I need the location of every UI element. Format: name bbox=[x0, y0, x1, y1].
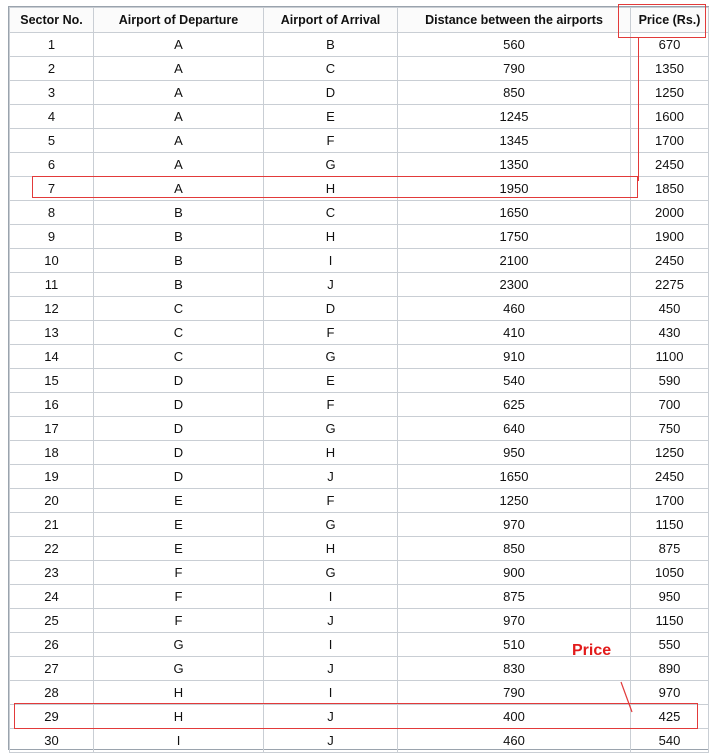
cell-sector-no: 7 bbox=[10, 177, 94, 201]
cell-arrival: J bbox=[264, 729, 398, 753]
cell-departure: A bbox=[94, 153, 264, 177]
cell-sector-no: 14 bbox=[10, 345, 94, 369]
cell-arrival: D bbox=[264, 297, 398, 321]
cell-departure: D bbox=[94, 441, 264, 465]
cell-price: 430 bbox=[631, 321, 709, 345]
cell-departure: D bbox=[94, 465, 264, 489]
price-annotation-label: Price bbox=[572, 642, 612, 659]
cell-arrival: J bbox=[264, 609, 398, 633]
cell-departure: G bbox=[94, 633, 264, 657]
cell-price: 2275 bbox=[631, 273, 709, 297]
cell-arrival: E bbox=[264, 105, 398, 129]
cell-arrival: B bbox=[264, 33, 398, 57]
cell-arrival: D bbox=[264, 81, 398, 105]
cell-arrival: G bbox=[264, 561, 398, 585]
cell-sector-no: 11 bbox=[10, 273, 94, 297]
cell-departure: I bbox=[94, 729, 264, 753]
cell-sector-no: 18 bbox=[10, 441, 94, 465]
cell-sector-no: 23 bbox=[10, 561, 94, 585]
cell-price: 1250 bbox=[631, 441, 709, 465]
cell-departure: H bbox=[94, 705, 264, 729]
cell-arrival: G bbox=[264, 153, 398, 177]
header-price: Price (Rs.) bbox=[631, 8, 709, 33]
cell-sector-no: 28 bbox=[10, 681, 94, 705]
cell-arrival: F bbox=[264, 321, 398, 345]
cell-distance: 1250 bbox=[398, 489, 631, 513]
cell-price: 1100 bbox=[631, 345, 709, 369]
cell-distance: 1345 bbox=[398, 129, 631, 153]
cell-sector-no: 19 bbox=[10, 465, 94, 489]
cell-departure: A bbox=[94, 105, 264, 129]
cell-departure: A bbox=[94, 129, 264, 153]
cell-arrival: H bbox=[264, 441, 398, 465]
cell-arrival: F bbox=[264, 489, 398, 513]
cell-distance: 790 bbox=[398, 57, 631, 81]
cell-price: 550 bbox=[631, 633, 709, 657]
cell-distance: 910 bbox=[398, 345, 631, 369]
cell-departure: A bbox=[94, 57, 264, 81]
cell-departure: H bbox=[94, 681, 264, 705]
cell-departure: D bbox=[94, 393, 264, 417]
cell-price: 670 bbox=[631, 33, 709, 57]
cell-price: 1250 bbox=[631, 81, 709, 105]
cell-distance: 640 bbox=[398, 417, 631, 441]
cell-arrival: F bbox=[264, 393, 398, 417]
header-sector-no: Sector No. bbox=[10, 8, 94, 33]
cell-arrival: J bbox=[264, 273, 398, 297]
cell-price: 1600 bbox=[631, 105, 709, 129]
cell-distance: 410 bbox=[398, 321, 631, 345]
cell-sector-no: 13 bbox=[10, 321, 94, 345]
cell-sector-no: 12 bbox=[10, 297, 94, 321]
cell-sector-no: 3 bbox=[10, 81, 94, 105]
cell-sector-no: 27 bbox=[10, 657, 94, 681]
cell-distance: 790 bbox=[398, 681, 631, 705]
cell-price: 875 bbox=[631, 537, 709, 561]
cell-sector-no: 5 bbox=[10, 129, 94, 153]
cell-departure: F bbox=[94, 561, 264, 585]
cell-price: 970 bbox=[631, 681, 709, 705]
header-airport-of-arrival: Airport of Arrival bbox=[264, 8, 398, 33]
cell-sector-no: 15 bbox=[10, 369, 94, 393]
cell-price: 450 bbox=[631, 297, 709, 321]
cell-price: 1850 bbox=[631, 177, 709, 201]
cell-sector-no: 22 bbox=[10, 537, 94, 561]
cell-arrival: I bbox=[264, 633, 398, 657]
cell-arrival: I bbox=[264, 681, 398, 705]
cell-sector-no: 6 bbox=[10, 153, 94, 177]
cell-price: 425 bbox=[631, 705, 709, 729]
cell-sector-no: 24 bbox=[10, 585, 94, 609]
cell-price: 2450 bbox=[631, 465, 709, 489]
cell-arrival: H bbox=[264, 537, 398, 561]
cell-sector-no: 8 bbox=[10, 201, 94, 225]
cell-arrival: G bbox=[264, 345, 398, 369]
cell-price: 700 bbox=[631, 393, 709, 417]
cell-sector-no: 2 bbox=[10, 57, 94, 81]
cell-price: 2450 bbox=[631, 153, 709, 177]
cell-distance: 875 bbox=[398, 585, 631, 609]
cell-departure: A bbox=[94, 81, 264, 105]
cell-distance: 540 bbox=[398, 369, 631, 393]
cell-distance: 460 bbox=[398, 729, 631, 753]
cell-distance: 1650 bbox=[398, 201, 631, 225]
cell-distance: 850 bbox=[398, 81, 631, 105]
cell-distance: 2100 bbox=[398, 249, 631, 273]
cell-distance: 1650 bbox=[398, 465, 631, 489]
cell-sector-no: 26 bbox=[10, 633, 94, 657]
cell-arrival: J bbox=[264, 657, 398, 681]
cell-arrival: I bbox=[264, 585, 398, 609]
cell-departure: F bbox=[94, 585, 264, 609]
cell-departure: E bbox=[94, 513, 264, 537]
cell-arrival: I bbox=[264, 249, 398, 273]
cell-departure: E bbox=[94, 489, 264, 513]
cell-price: 1900 bbox=[631, 225, 709, 249]
cell-departure: F bbox=[94, 609, 264, 633]
cell-sector-no: 20 bbox=[10, 489, 94, 513]
cell-arrival: J bbox=[264, 465, 398, 489]
cell-price: 540 bbox=[631, 729, 709, 753]
cell-distance: 900 bbox=[398, 561, 631, 585]
cell-price: 590 bbox=[631, 369, 709, 393]
cell-sector-no: 10 bbox=[10, 249, 94, 273]
cell-departure: E bbox=[94, 537, 264, 561]
cell-price: 2000 bbox=[631, 201, 709, 225]
cell-distance: 625 bbox=[398, 393, 631, 417]
cell-arrival: F bbox=[264, 129, 398, 153]
cell-price: 750 bbox=[631, 417, 709, 441]
cell-distance: 510 bbox=[398, 633, 631, 657]
cell-distance: 560 bbox=[398, 33, 631, 57]
cell-price: 1050 bbox=[631, 561, 709, 585]
header-distance: Distance between the airports bbox=[398, 8, 631, 33]
cell-distance: 1350 bbox=[398, 153, 631, 177]
cell-arrival: C bbox=[264, 57, 398, 81]
cell-departure: B bbox=[94, 201, 264, 225]
cell-distance: 1245 bbox=[398, 105, 631, 129]
cell-price: 890 bbox=[631, 657, 709, 681]
cell-sector-no: 17 bbox=[10, 417, 94, 441]
cell-distance: 2300 bbox=[398, 273, 631, 297]
cell-distance: 950 bbox=[398, 441, 631, 465]
cell-departure: D bbox=[94, 417, 264, 441]
cell-distance: 1950 bbox=[398, 177, 631, 201]
cell-arrival: E bbox=[264, 369, 398, 393]
cell-sector-no: 21 bbox=[10, 513, 94, 537]
cell-arrival: H bbox=[264, 177, 398, 201]
cell-departure: G bbox=[94, 657, 264, 681]
cell-distance: 1750 bbox=[398, 225, 631, 249]
cell-distance: 970 bbox=[398, 609, 631, 633]
cell-price: 1350 bbox=[631, 57, 709, 81]
cell-price: 1700 bbox=[631, 129, 709, 153]
cell-price: 2450 bbox=[631, 249, 709, 273]
cell-price: 1150 bbox=[631, 609, 709, 633]
cell-departure: B bbox=[94, 225, 264, 249]
cell-distance: 830 bbox=[398, 657, 631, 681]
cell-arrival: J bbox=[264, 705, 398, 729]
cell-arrival: G bbox=[264, 513, 398, 537]
cell-sector-no: 4 bbox=[10, 105, 94, 129]
cell-distance: 460 bbox=[398, 297, 631, 321]
cell-arrival: G bbox=[264, 417, 398, 441]
cell-departure: B bbox=[94, 249, 264, 273]
cell-distance: 970 bbox=[398, 513, 631, 537]
cell-sector-no: 25 bbox=[10, 609, 94, 633]
cell-price: 1700 bbox=[631, 489, 709, 513]
cell-arrival: H bbox=[264, 225, 398, 249]
cell-sector-no: 9 bbox=[10, 225, 94, 249]
cell-departure: B bbox=[94, 273, 264, 297]
cell-sector-no: 29 bbox=[10, 705, 94, 729]
cell-sector-no: 30 bbox=[10, 729, 94, 753]
cell-sector-no: 16 bbox=[10, 393, 94, 417]
cell-price: 1150 bbox=[631, 513, 709, 537]
cell-departure: C bbox=[94, 297, 264, 321]
cell-arrival: C bbox=[264, 201, 398, 225]
cell-departure: C bbox=[94, 345, 264, 369]
cell-distance: 400 bbox=[398, 705, 631, 729]
cell-price: 950 bbox=[631, 585, 709, 609]
cell-sector-no: 1 bbox=[10, 33, 94, 57]
cell-departure: A bbox=[94, 33, 264, 57]
cell-distance: 850 bbox=[398, 537, 631, 561]
header-airport-of-departure: Airport of Departure bbox=[94, 8, 264, 33]
cell-departure: A bbox=[94, 177, 264, 201]
cell-departure: C bbox=[94, 321, 264, 345]
cell-departure: D bbox=[94, 369, 264, 393]
